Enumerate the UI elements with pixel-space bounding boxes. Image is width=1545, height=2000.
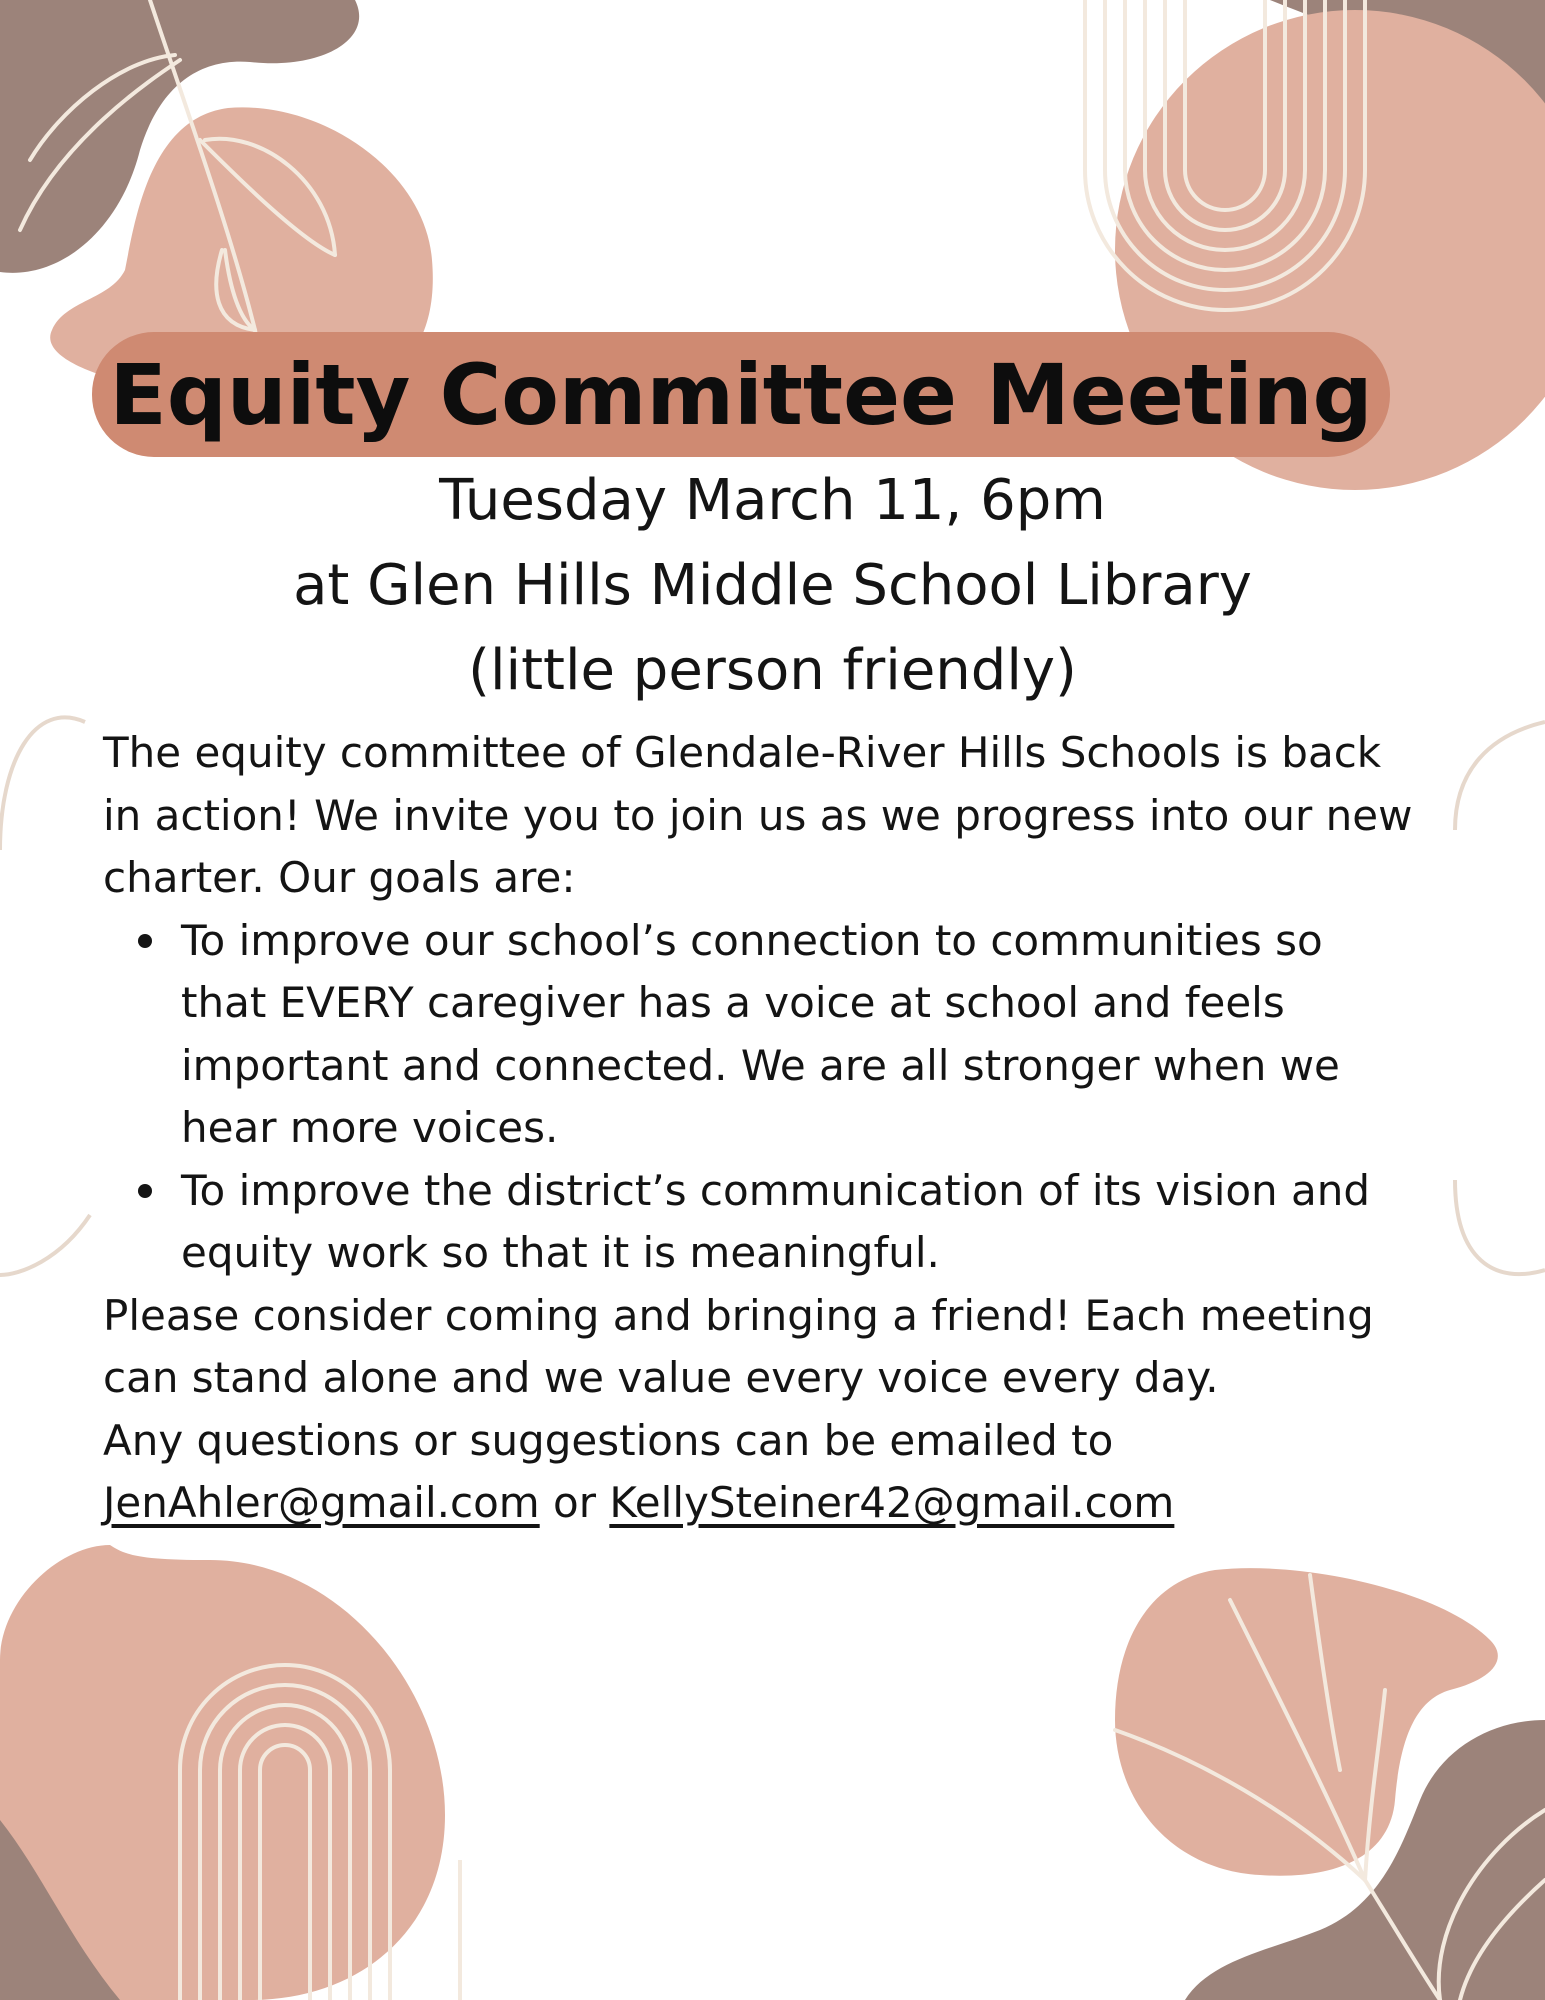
event-title: Equity Committee Meeting [109, 345, 1373, 444]
goal-line: To improve the district’s communication of its vision and [181, 1165, 1371, 1215]
contact-separator: or [539, 1478, 610, 1527]
event-date: Tuesday March 11, 6pm [439, 468, 1106, 533]
bottom-right-decor [1115, 1568, 1545, 2000]
title-banner [92, 332, 1390, 457]
closing-line: Please consider coming and bringing a friend! Each meeting [103, 1290, 1374, 1340]
goal-line: important and connected. We are all stronger when we [181, 1040, 1340, 1090]
goal-item [103, 910, 1463, 1160]
goal-line: hear more voices. [181, 1103, 559, 1152]
goal-line: To improve our school’s connection to communities so [181, 915, 1323, 965]
closing-line: can stand alone and we value every voice every day. [103, 1353, 1219, 1402]
bullet-icon [138, 934, 152, 948]
email-link-jen[interactable]: JenAhler@gmail.com [103, 1478, 540, 1527]
event-note: (little person friendly) [468, 638, 1077, 703]
bullet-icon [138, 1184, 152, 1198]
intro-line: charter. Our goals are: [103, 853, 576, 902]
bottom-left-decor [0, 1545, 460, 2000]
flyer-body [103, 722, 1463, 1535]
goal-line: that EVERY caregiver has a voice at school and feels [181, 978, 1285, 1027]
closing-line: Any questions or suggestions can be emailed to [103, 1415, 1114, 1465]
intro-line: The equity committee of Glendale-River Hills Schools is back [103, 728, 1382, 777]
contact-line [103, 1472, 1463, 1535]
goal-line: equity work so that it is meaningful. [181, 1228, 940, 1277]
email-link-kelly[interactable]: KellySteiner42@gmail.com [609, 1478, 1175, 1527]
event-location: at Glen Hills Middle School Library [293, 553, 1252, 618]
goal-item [103, 1160, 1463, 1285]
goals-list [103, 910, 1463, 1285]
intro-line: in action! We invite you to join us as we progress into our new [103, 790, 1413, 840]
